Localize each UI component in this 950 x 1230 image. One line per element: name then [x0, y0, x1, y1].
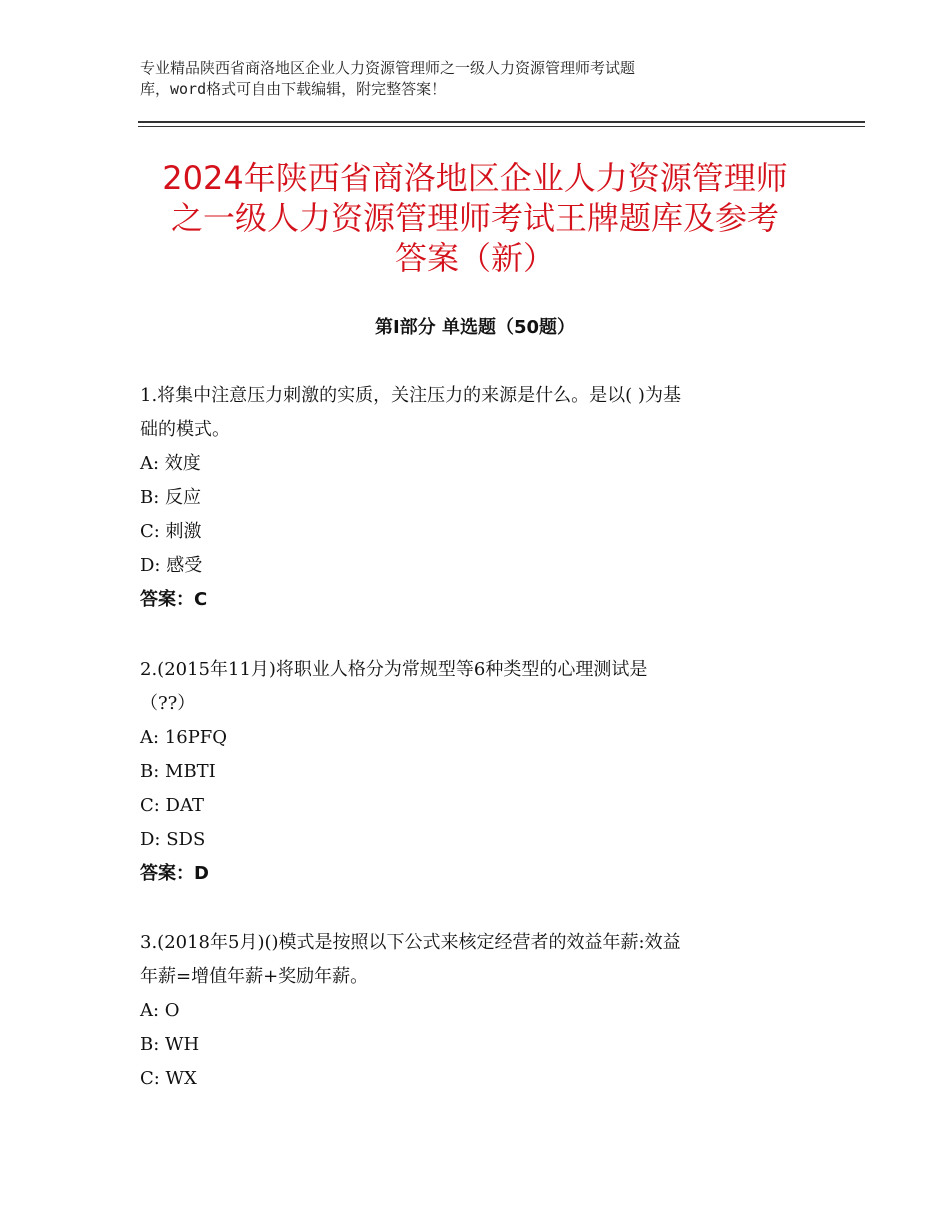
question-stem-line-1: 3.(2018年5月)()模式是按照以下公式来核定经营者的效益年薪:效益 [140, 932, 681, 953]
option-c: C: WX [140, 1068, 197, 1089]
option-a: A: 效度 [140, 453, 201, 474]
question-stem-line-1: 2.(2015年11月)将职业人格分为常规型等6种类型的心理测试是 [140, 659, 648, 680]
question-stem-line-2: 年薪=增值年薪+奖励年薪。 [140, 966, 369, 987]
question-1 [140, 379, 820, 617]
document-title-line-2: 之一级人力资源管理师考试王牌题库及参考 [170, 199, 779, 237]
option-d: D: 感受 [140, 555, 203, 576]
option-c: C: DAT [140, 795, 205, 816]
section-heading: 第Ⅰ部分 单选题（50题） [374, 317, 575, 338]
question-stem [140, 379, 820, 447]
option-b: B: MBTI [140, 761, 216, 782]
option-c: C: 刺激 [140, 521, 202, 542]
option-a: A: 16PFQ [140, 727, 228, 748]
answer-key: 答案：D [140, 863, 209, 884]
option-b: B: WH [140, 1034, 200, 1055]
question-stem [140, 653, 820, 721]
header-note [140, 58, 780, 100]
header-rule-thick [138, 121, 865, 123]
question-stem-line-1: 1.将集中注意压力刺激的实质，关注压力的来源是什么。是以( )为基 [140, 385, 681, 406]
question-2 [140, 653, 820, 891]
option-d: D: SDS [140, 829, 206, 850]
document-title-line-3: 答案（新） [394, 239, 555, 277]
option-b: B: 反应 [140, 487, 202, 508]
question-stem-line-2: 础的模式。 [140, 419, 230, 440]
header-rule-thin [138, 126, 865, 127]
question-3 [140, 926, 820, 1096]
question-stem [140, 926, 820, 994]
option-a: A: O [140, 1000, 180, 1021]
header-note-line-1: 专业精品陕西省商洛地区企业人力资源管理师之一级人力资源管理师考试题 [140, 59, 636, 77]
header-note-line-2: 库，word格式可自由下载编辑，附完整答案！ [140, 80, 447, 98]
document-title-line-1: 2024年陕西省商洛地区企业人力资源管理师 [162, 159, 788, 197]
question-stem-line-2: （??） [140, 693, 196, 714]
document-title [120, 158, 830, 278]
answer-key: 答案：C [140, 589, 208, 610]
